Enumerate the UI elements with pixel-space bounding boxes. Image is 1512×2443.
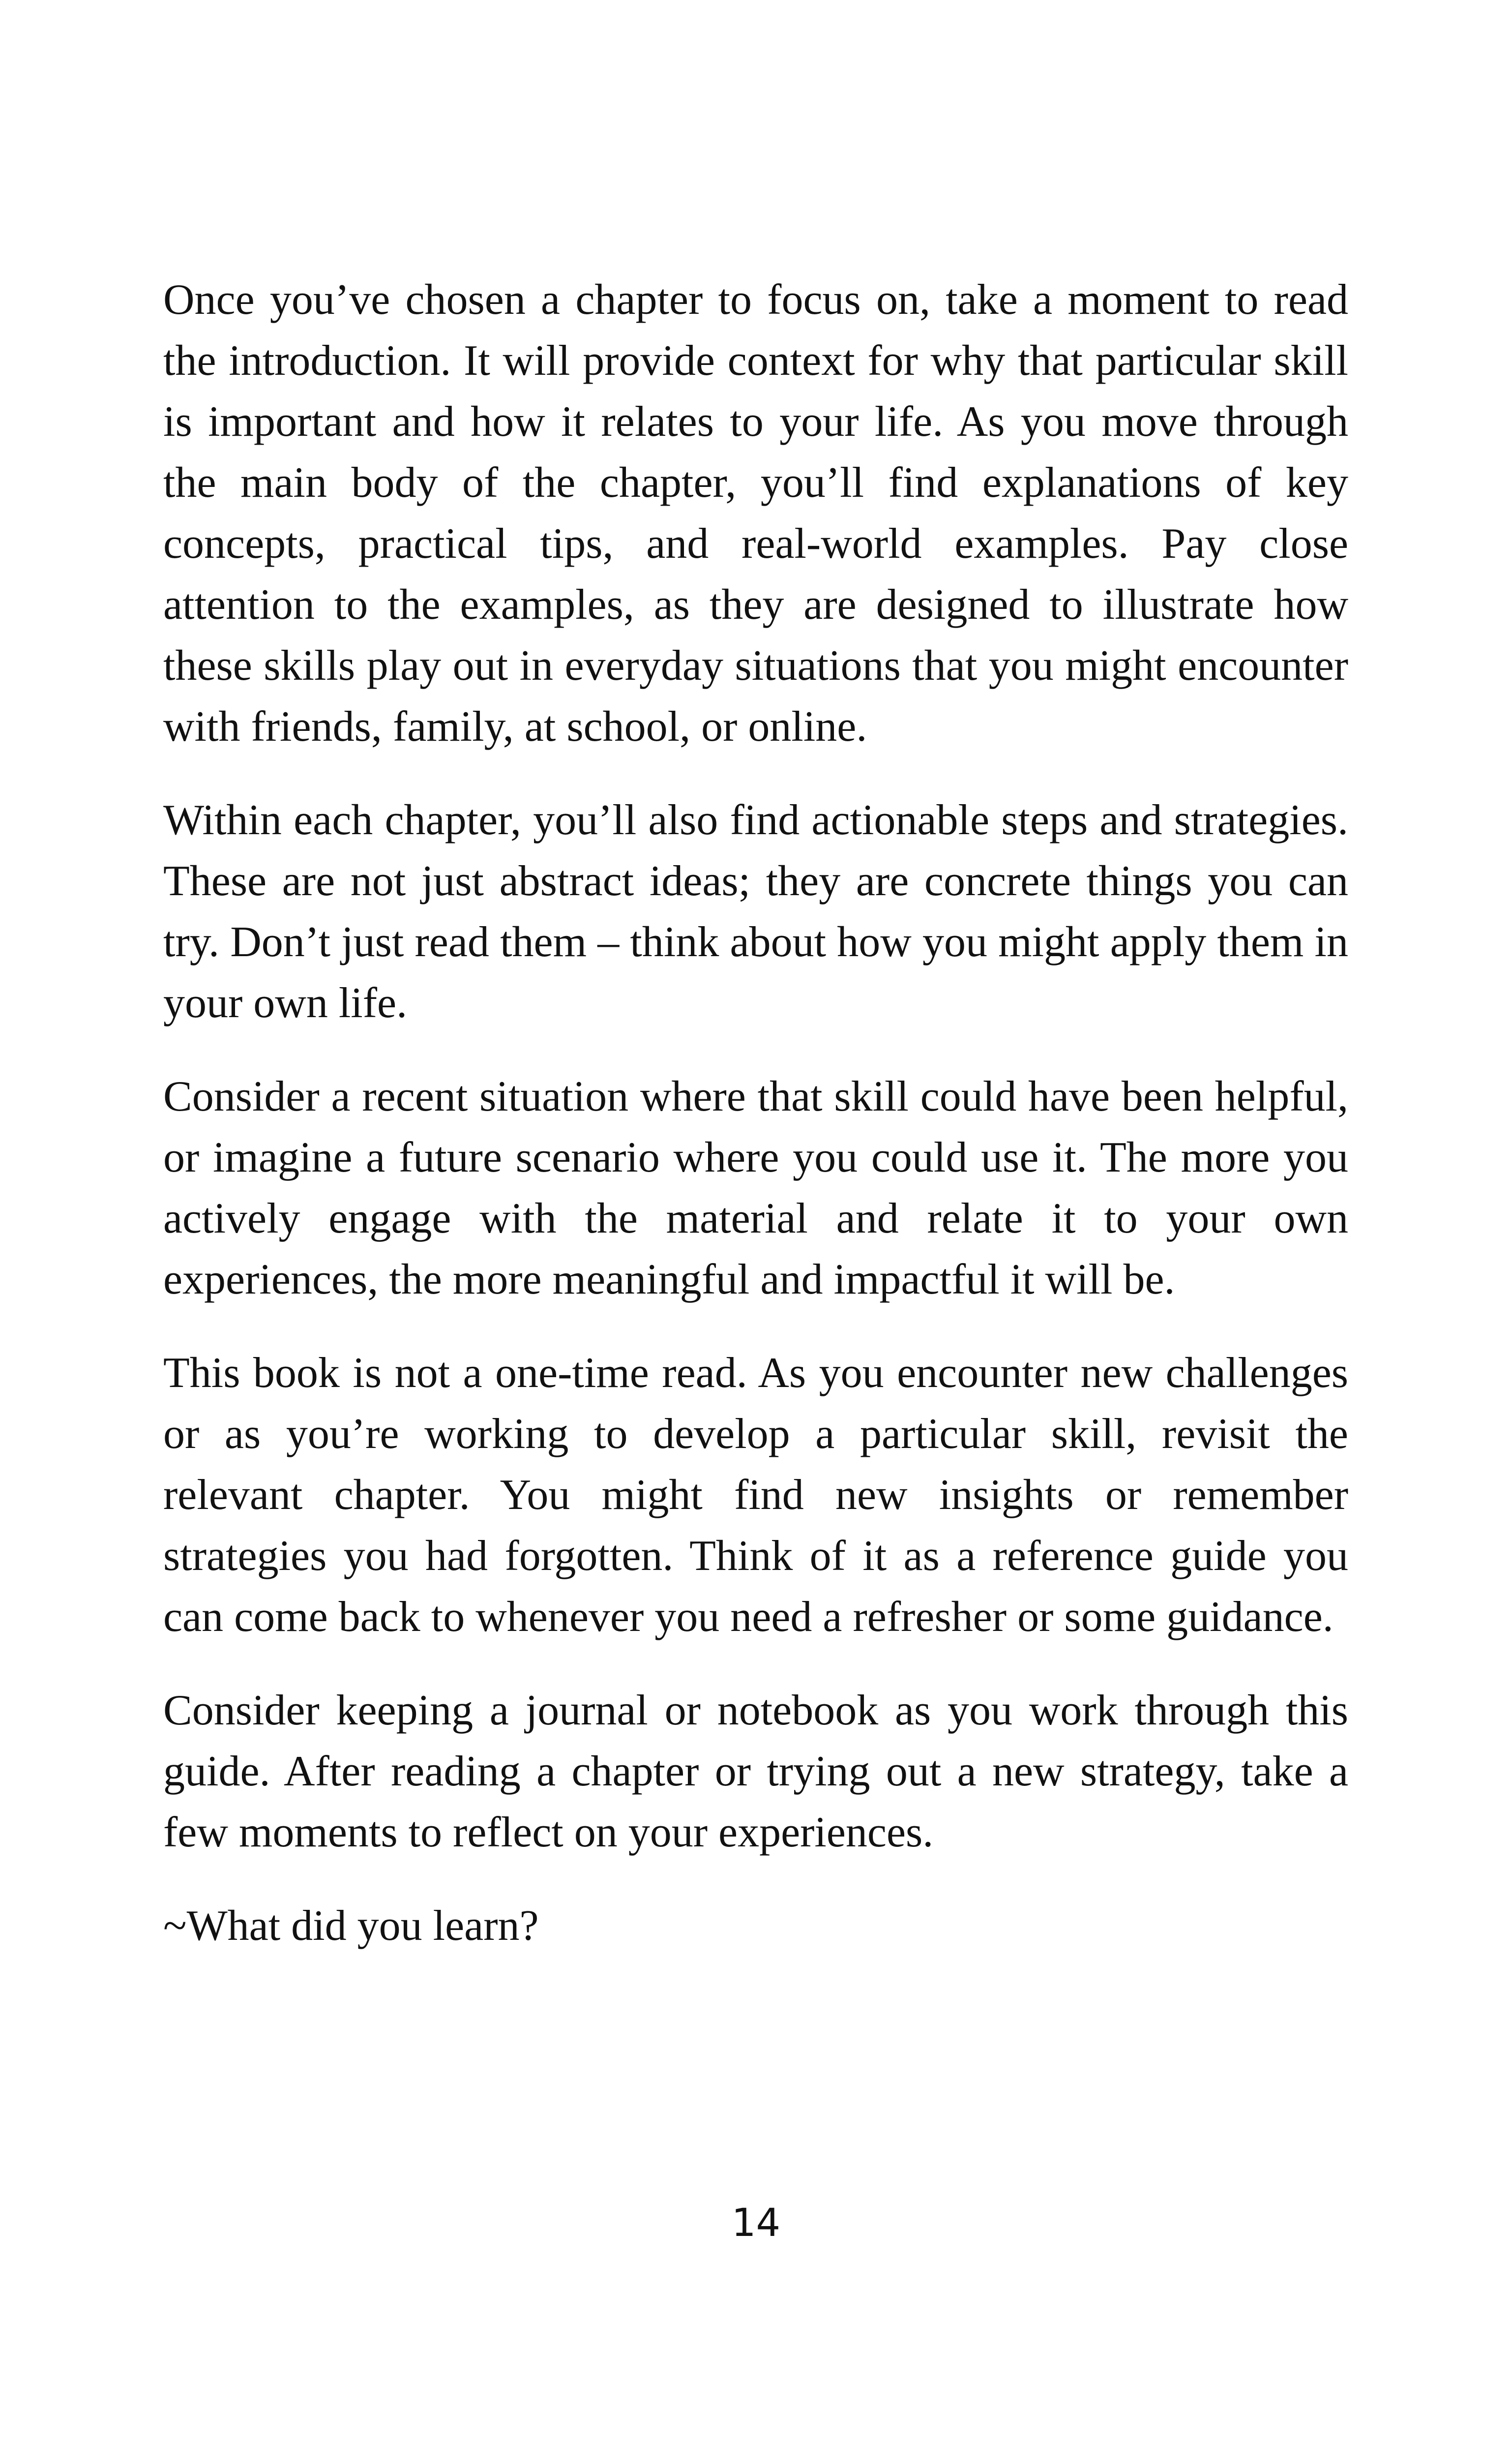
paragraph-2: Within each chapter, you’ll also find actionable steps and strategies. These are not just abstract ideas; they are concrete things you can try. Don’t just read them – think about how you might apply them in your own life. bbox=[163, 796, 1348, 1027]
paragraph-4: This book is not a one-time read. As you encounter new challenges or as you’re working to develop a particular skill, revisit the relevant chapter. You might find new insights or remember strategies you had forgotten. Think of it as a reference guide you can come back to whenever you need a refresher or some guidance. bbox=[163, 1349, 1348, 1641]
paragraph-5: Consider keeping a journal or notebook as you work through this guide. After reading a chapter or trying out a new strategy, take a few moments to reflect on your experiences. bbox=[163, 1687, 1348, 1856]
page-body bbox=[163, 270, 1348, 1989]
paragraph-6: ~What did you learn? bbox=[163, 1902, 539, 1950]
page-number: 14 bbox=[731, 2201, 781, 2245]
paragraph-3: Consider a recent situation where that skill could have been helpful, or imagine a future scenario where you could use it. The more you actively engage with the material and relate it to your own experiences, the more meaningful and impactful it will be. bbox=[163, 1073, 1348, 1303]
paragraph-1: Once you’ve chosen a chapter to focus on, take a moment to read the introduction. It will provide context for why that particular skill is important and how it relates to your life. As you move through the main body of the chapter, you’ll find explanations of key concepts, practical tips, and real-world examples. Pay close attention to the examples, as they are designed to illustrate how these skills play out in everyday situations that you might encounter with friends, family, at school, or online. bbox=[163, 276, 1348, 751]
